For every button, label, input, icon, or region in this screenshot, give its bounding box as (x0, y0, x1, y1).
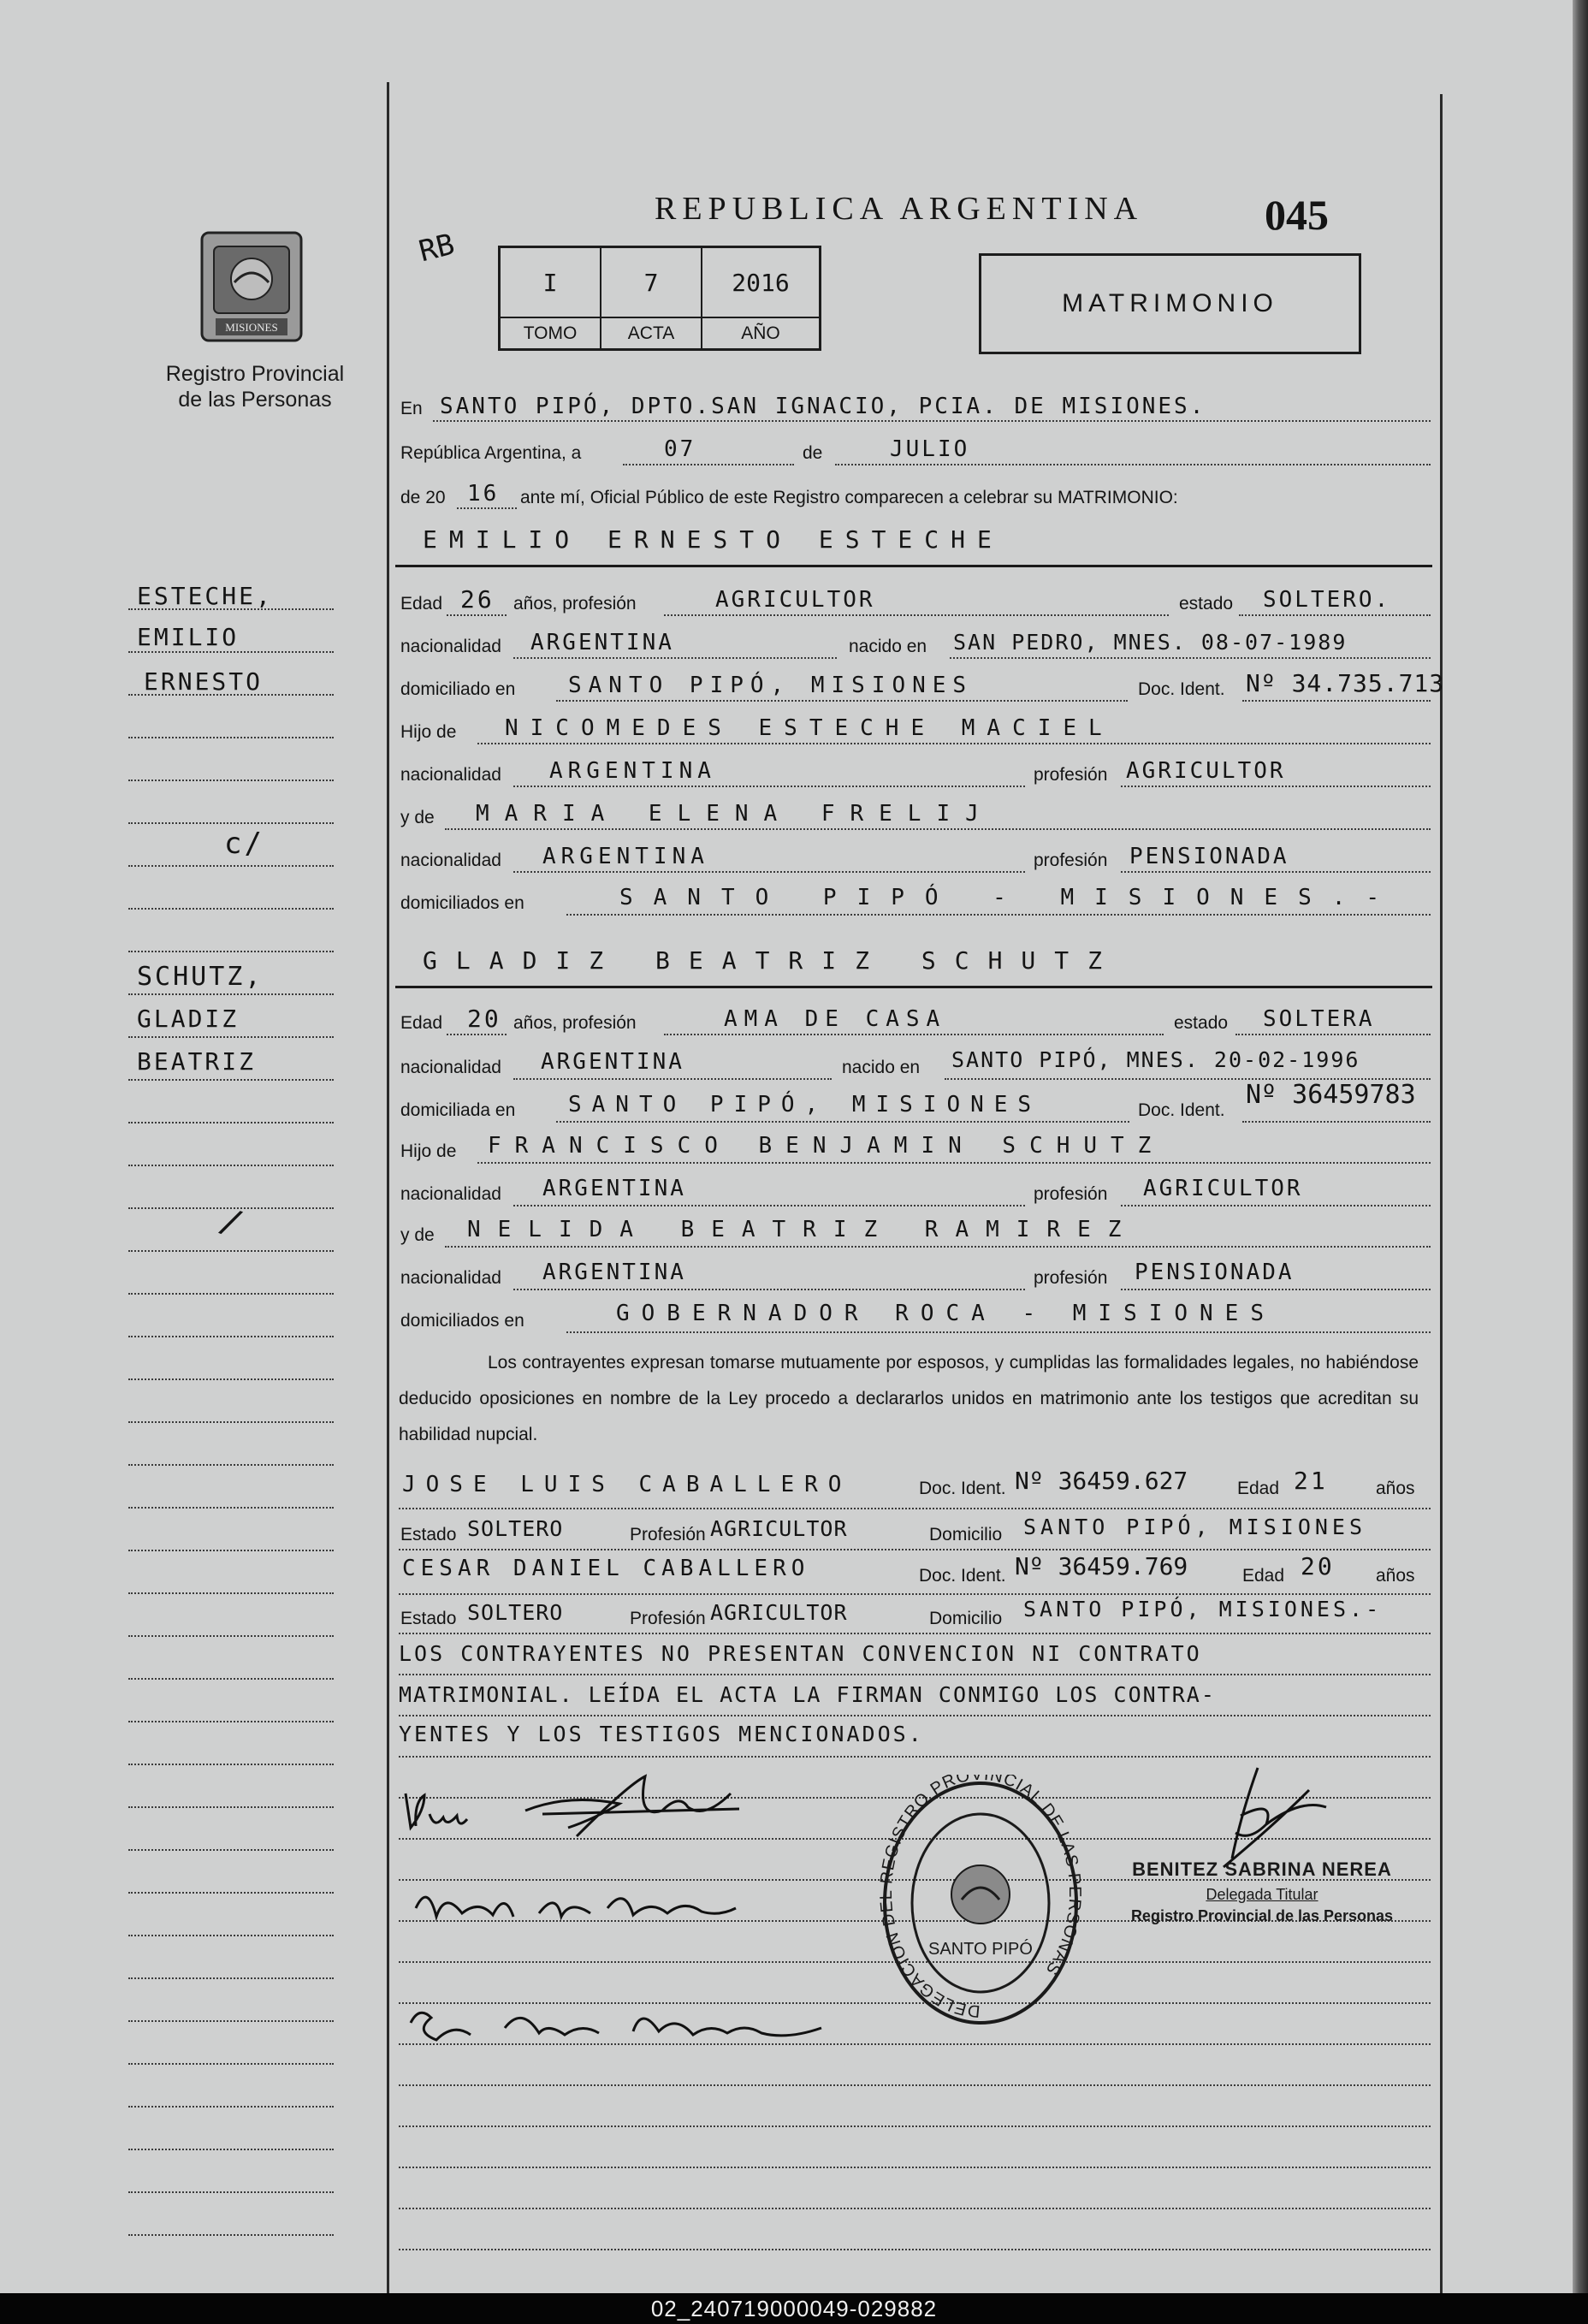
stamp-inner-text: SANTO PIPÓ (928, 1940, 1033, 1959)
label-domicilio: Domicilio (929, 1609, 1003, 1628)
bride-profession: AMA DE CASA (724, 1006, 947, 1032)
label-republica: República Argentina, a (400, 443, 582, 463)
groom-signature (399, 1776, 484, 1845)
bride-mother-profession: PENSIONADA (1135, 1260, 1295, 1285)
bride-nationality: ARGENTINA (541, 1049, 684, 1075)
officer-block (1121, 1859, 1403, 1925)
label-doc-ident: Doc. Ident. (1138, 1100, 1225, 1120)
groom-address: SANTO PIPÓ, MISIONES (568, 673, 974, 698)
label-nacionalidad: nacionalidad (400, 1058, 501, 1077)
margin-connector: c/ (224, 827, 264, 861)
binding-edge (1573, 0, 1588, 2293)
bride-parents-address: GOBERNADOR ROCA - MISIONES (616, 1301, 1276, 1326)
acta-label: ACTA (601, 317, 702, 348)
label-profesion: profesión (1034, 1184, 1108, 1204)
organization-line-1: Registro Provincial (165, 362, 345, 386)
witness-2-profession: AGRICULTOR (710, 1600, 848, 1625)
label-nacionalidad: nacionalidad (400, 765, 501, 785)
label-domiciliado-en: domiciliado en (400, 679, 516, 699)
bride-birth: SANTO PIPÓ, MNES. 20-02-1996 (951, 1047, 1360, 1072)
witness-2-signature (402, 1997, 830, 2057)
label-nacido-en: nacido en (842, 1058, 921, 1077)
witness-2-status: SOLTERO (467, 1600, 564, 1625)
groom-nationality: ARGENTINA (530, 630, 674, 655)
label-estado: estado (1179, 594, 1234, 614)
bride-mother-nationality: ARGENTINA (542, 1260, 686, 1285)
label-nacionalidad: nacionalidad (400, 851, 501, 870)
groom-parents-address: SANTO PIPÓ - MISIONES.- (619, 885, 1401, 910)
note-line-3: YENTES Y LOS TESTIGOS MENCIONADOS. (399, 1722, 924, 1746)
label-doc-ident: Doc. Ident. (919, 1479, 1006, 1498)
margin-groom-line-1: ESTECHE, (137, 582, 273, 610)
right-border (1440, 94, 1443, 2293)
intro-place: SANTO PIPÓ, DPTO.SAN IGNACIO, PCIA. DE MISIONES. (440, 394, 1206, 419)
margin-groom-line-2: EMILIO (137, 623, 240, 651)
groom-mother-nationality: ARGENTINA (542, 844, 709, 869)
officer-org: Registro Provincial de las Personas (1130, 1907, 1394, 1924)
acta-number: 045 (1265, 191, 1329, 239)
acta-value: 7 (601, 248, 702, 317)
label-anos: años (1376, 1479, 1415, 1498)
label-y-de: y de (400, 1225, 435, 1245)
label-nacido-en: nacido en (849, 637, 927, 656)
intro-declaration: ante mí, Oficial Público de este Registro comparecen a celebrar su MATRIMONIO: (520, 488, 1178, 507)
groom-birth: SAN PEDRO, MNES. 08-07-1989 (953, 630, 1348, 655)
bride-full-name: GLADIZ BEATRIZ SCHUTZ (423, 946, 1122, 975)
label-de-20: de 20 (400, 488, 446, 507)
organization-name (137, 361, 373, 412)
bride-father: FRANCISCO BENJAMIN SCHUTZ (488, 1133, 1165, 1159)
label-estado: Estado (400, 1609, 457, 1628)
bride-mother: NELIDA BEATRIZ RAMIREZ (467, 1217, 1139, 1242)
label-domiciliados-en: domiciliados en (400, 1311, 524, 1331)
bride-age: 20 (467, 1005, 501, 1033)
bride-father-nationality: ARGENTINA (542, 1176, 686, 1201)
groom-status: SOLTERO. (1263, 587, 1391, 613)
label-hijo-de: Hijo de (400, 1141, 457, 1161)
bride-status: SOLTERA (1263, 1006, 1375, 1032)
bride-signature (517, 1759, 756, 1853)
margin-divider (387, 82, 389, 2293)
margin-groom-line-3: ERNESTO (144, 667, 264, 696)
label-anos-profesion: años, profesión (513, 594, 637, 614)
witness-1-name: JOSE LUIS CABALLERO (402, 1472, 852, 1497)
label-edad: Edad (400, 1013, 443, 1033)
groom-father: NICOMEDES ESTECHE MACIEL (505, 715, 1114, 741)
witness-1-signature (411, 1874, 753, 1934)
groom-doc: Nº 34.735.713 (1246, 669, 1445, 697)
label-hijo-de: Hijo de (400, 722, 457, 742)
tomo-value: I (501, 248, 601, 317)
label-edad: Edad (400, 594, 443, 614)
bride-father-profession: AGRICULTOR (1143, 1176, 1303, 1201)
tomo-acta-year-box (498, 246, 821, 351)
label-domicilio: Domicilio (929, 1525, 1003, 1544)
label-edad: Edad (1242, 1566, 1285, 1586)
year-value: 2016 (732, 268, 790, 297)
witness-1-doc: Nº 36459.627 (1015, 1467, 1188, 1495)
groom-mother-profession: PENSIONADA (1129, 844, 1289, 869)
groom-father-profession: AGRICULTOR (1126, 758, 1286, 784)
officer-name: BENITEZ SABRINA NEREA (1132, 1859, 1392, 1880)
record-type-box: MATRIMONIO (979, 253, 1361, 354)
witness-1-address: SANTO PIPÓ, MISIONES (1023, 1515, 1367, 1539)
organization-line-2: de las Personas (178, 388, 332, 412)
label-y-de: y de (400, 808, 435, 827)
margin-bride-line-2: GLADIZ (137, 1005, 240, 1033)
note-line-1: LOS CONTRAYENTES NO PRESENTAN CONVENCION NI CONTRATO (399, 1641, 1202, 1666)
label-profesion: Profesión (630, 1525, 706, 1544)
label-nacionalidad: nacionalidad (400, 637, 501, 656)
svg-text:MISIONES: MISIONES (225, 321, 278, 334)
label-profesion: profesión (1034, 1268, 1108, 1288)
margin-bride-line-3: BEATRIZ (137, 1047, 257, 1076)
file-id-footer: 02_240719000049-029882 (0, 2293, 1588, 2324)
initials-mark: RB (415, 227, 459, 270)
province-shield-logo (198, 229, 305, 353)
groom-age: 26 (460, 585, 495, 614)
year-label: AÑO (702, 317, 819, 348)
label-estado: estado (1174, 1013, 1229, 1033)
label-en: En (400, 399, 423, 418)
label-doc-ident: Doc. Ident. (1138, 679, 1225, 699)
label-domiciliados-en: domiciliados en (400, 893, 524, 913)
witness-2-doc: Nº 36459.769 (1015, 1552, 1188, 1580)
intro-day: 07 (664, 436, 696, 462)
label-profesion: profesión (1034, 851, 1108, 870)
label-de: de (803, 443, 823, 463)
label-edad: Edad (1237, 1479, 1280, 1498)
witness-1-age: 21 (1294, 1467, 1328, 1495)
tomo-label: TOMO (501, 317, 601, 348)
note-line-2: MATRIMONIAL. LEÍDA EL ACTA LA FIRMAN CONMIGO LOS CONTRA- (399, 1682, 1216, 1707)
registry-round-stamp (880, 1775, 1081, 2061)
witness-1-status: SOLTERO (467, 1516, 564, 1541)
label-profesion: profesión (1034, 765, 1108, 785)
label-doc-ident: Doc. Ident. (919, 1566, 1006, 1586)
country-title: REPUBLICA ARGENTINA (655, 191, 1144, 227)
margin-check-mark: / (214, 1200, 251, 1246)
label-nacionalidad: nacionalidad (400, 1268, 501, 1288)
label-domiciliada-en: domiciliada en (400, 1100, 516, 1120)
bride-doc: Nº 36459783 (1246, 1080, 1416, 1110)
label-estado: Estado (400, 1525, 457, 1544)
intro-year: 16 (467, 481, 500, 507)
intro-month: JULIO (890, 436, 970, 462)
groom-mother: MARIA ELENA FRELIJ (476, 801, 994, 827)
label-anos: años (1376, 1566, 1415, 1586)
witness-2-age: 20 (1301, 1552, 1335, 1580)
groom-profession: AGRICULTOR (715, 587, 875, 613)
declaration-paragraph: Los contrayentes expresan tomarse mutuamente por esposos, y cumplidas las formalidades legales, no habiéndose deducido oposiciones en nombre de la Ley procedo a declararlos unidos en matrimonio ante los testigos que acreditan su habilidad nupcial. (399, 1353, 1419, 1444)
witness-2-name: CESAR DANIEL CABALLERO (402, 1556, 810, 1581)
witness-1-profession: AGRICULTOR (710, 1516, 848, 1541)
label-anos-profesion: años, profesión (513, 1013, 637, 1033)
bride-address: SANTO PIPÓ, MISIONES (568, 1092, 1042, 1118)
label-profesion: Profesión (630, 1609, 706, 1628)
groom-full-name: EMILIO ERNESTO ESTECHE (423, 525, 1004, 554)
stamp-ring-text: DELEGACION D EGISTRO PROVINCIAL DE LAS SONAS (880, 1775, 1081, 2021)
groom-father-nationality: ARGENTINA (549, 758, 716, 784)
margin-bride-line-1: SCHUTZ, (137, 962, 264, 992)
label-nacionalidad: nacionalidad (400, 1184, 501, 1204)
officer-title: Delegada Titular (1206, 1886, 1318, 1903)
witness-2-address: SANTO PIPÓ, MISIONES.- (1023, 1597, 1383, 1621)
